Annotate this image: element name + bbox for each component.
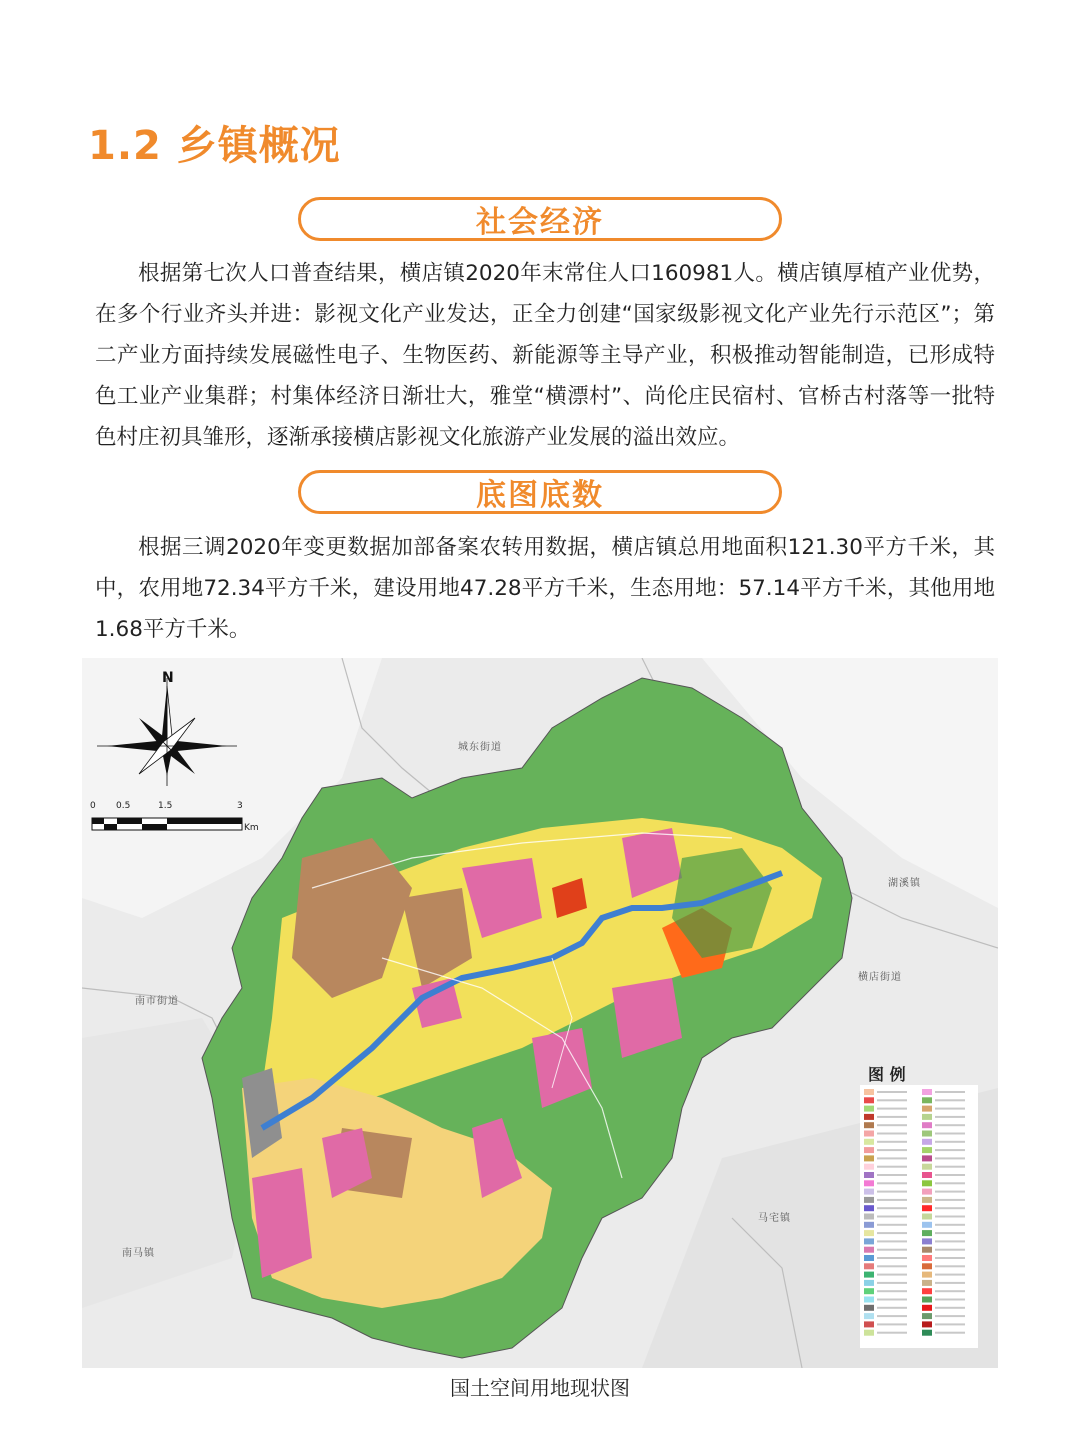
legend-swatch [922, 1089, 932, 1095]
legend-entry-text [935, 1182, 965, 1184]
legend-swatch [922, 1247, 932, 1253]
legend-entry-text [877, 1332, 907, 1334]
legend-swatch [864, 1189, 874, 1195]
legend-entry-text [935, 1240, 965, 1242]
legend-entry-text [935, 1157, 965, 1159]
legend-entry-text [877, 1199, 907, 1201]
place-label-nanma: 南马镇 [122, 1248, 155, 1259]
legend-swatch [922, 1230, 932, 1236]
legend-swatch [922, 1238, 932, 1244]
legend-swatch [864, 1089, 874, 1095]
legend-title: 图 例 [868, 1065, 906, 1084]
legend-entry-text [877, 1257, 907, 1259]
place-label-road: 横店街道 [858, 972, 902, 983]
section-heading-label: 底图底数 [476, 478, 604, 513]
legend-swatch [864, 1247, 874, 1253]
legend-swatch [864, 1255, 874, 1261]
legend-entry-text [935, 1216, 965, 1218]
section-heading-basemap [298, 470, 782, 514]
legend-swatch [864, 1288, 874, 1294]
legend-swatch [922, 1272, 932, 1278]
legend-entry-text [877, 1290, 907, 1292]
legend-entry-text [935, 1307, 965, 1309]
legend-entry-text [935, 1091, 965, 1093]
legend-swatch [864, 1122, 874, 1128]
legend-entry-text [935, 1224, 965, 1226]
legend-swatch [864, 1097, 874, 1103]
legend-entry-text [935, 1108, 965, 1110]
legend-swatch [922, 1155, 932, 1161]
figure-caption: 国土空间用地现状图 [450, 1376, 630, 1400]
legend-entry-text [877, 1191, 907, 1193]
place-label-nanshi: 南市街道 [135, 996, 179, 1007]
legend-swatch [864, 1172, 874, 1178]
scale-tick: 3 [237, 801, 243, 811]
legend-entry-text [877, 1182, 907, 1184]
legend-swatch [922, 1222, 932, 1228]
legend-entry-text [877, 1282, 907, 1284]
legend-entry-text [877, 1108, 907, 1110]
legend-entry-text [935, 1149, 965, 1151]
legend-swatch [864, 1305, 874, 1311]
legend-swatch [864, 1238, 874, 1244]
legend-swatch [922, 1305, 932, 1311]
legend-swatch [864, 1114, 874, 1120]
legend-entry-text [935, 1299, 965, 1301]
legend-entry-text [877, 1116, 907, 1118]
legend-entry-text [935, 1207, 965, 1209]
legend-swatch [864, 1272, 874, 1278]
legend-entry-text [877, 1240, 907, 1242]
legend-swatch [922, 1297, 932, 1303]
legend-swatch [864, 1147, 874, 1153]
section-heading-economy [298, 197, 782, 241]
legend-entry-text [935, 1174, 965, 1176]
legend-entry-text [935, 1133, 965, 1135]
economy-paragraph: 根据第七次人口普查结果，横店镇2020年末常住人口160981人。横店镇厚植产业优势，在多个行业齐头并进：影视文化产业发达，正全力创建“国家级影视文化产业先行示范区”；第二产业方面持续发展磁性电子、生物医药、新能源等主导产业，积极推动智能制造，已形成特色工业产业集群；村集体经济日渐壮大，雅堂“横漂村”、尚伦庄民宿村、官桥古村落等一批特色村庄初具雏形，逐渐承接横店影视文化旅游产业发展的溢出效应。 [95, 261, 995, 450]
legend-entry-text [935, 1282, 965, 1284]
basemap-paragraph: 根据三调2020年变更数据加部备案农转用数据，横店镇总用地面积121.30平方千米，其中，农用地72.34平方千米，建设用地47.28平方千米，生态用地：57.14平方千米，其他用地1.68平方千米。 [95, 535, 995, 642]
legend-entry-text [935, 1232, 965, 1234]
legend-swatch [864, 1230, 874, 1236]
legend-entry-text [935, 1290, 965, 1292]
legend-entry-text [935, 1257, 965, 1259]
legend-entry-text [877, 1307, 907, 1309]
legend-swatch [864, 1164, 874, 1170]
legend-swatch [864, 1197, 874, 1203]
legend-entry-text [877, 1166, 907, 1168]
land-use-map [82, 658, 998, 1368]
legend-swatch [864, 1180, 874, 1186]
legend-swatch [922, 1180, 932, 1186]
legend-entry-text [935, 1116, 965, 1118]
legend-swatch [864, 1330, 874, 1336]
legend-swatch [922, 1330, 932, 1336]
legend-entry-text [935, 1099, 965, 1101]
legend-swatch [922, 1106, 932, 1112]
legend-swatch [922, 1321, 932, 1327]
legend-entry-text [877, 1149, 907, 1151]
legend-swatch [922, 1205, 932, 1211]
legend-entry-text [935, 1124, 965, 1126]
legend-entry-text [877, 1091, 907, 1093]
scale-tick: 0 [90, 801, 96, 811]
legend-swatch [922, 1255, 932, 1261]
legend-entry-text [935, 1274, 965, 1276]
place-label-chengdong: 城东街道 [458, 742, 502, 753]
legend-swatch [864, 1280, 874, 1286]
legend-swatch [922, 1114, 932, 1120]
legend-swatch [922, 1288, 932, 1294]
legend-entry-text [935, 1315, 965, 1317]
legend-swatch [922, 1280, 932, 1286]
legend-swatch [922, 1313, 932, 1319]
legend-entry-text [935, 1166, 965, 1168]
legend-swatch [922, 1147, 932, 1153]
legend-entry-text [877, 1133, 907, 1135]
legend-swatch [864, 1139, 874, 1145]
legend-entry-text [935, 1191, 965, 1193]
legend-swatch [922, 1097, 932, 1103]
legend-swatch [864, 1155, 874, 1161]
legend-swatch [922, 1189, 932, 1195]
legend-swatch [922, 1122, 932, 1128]
legend-entry-text [877, 1207, 907, 1209]
legend-entry-text [877, 1124, 907, 1126]
legend [860, 1085, 978, 1348]
legend-swatch [922, 1164, 932, 1170]
legend-entry-text [935, 1323, 965, 1325]
north-label: N [162, 670, 174, 686]
legend-swatch [864, 1222, 874, 1228]
legend-swatch [864, 1131, 874, 1137]
legend-entry-text [877, 1216, 907, 1218]
place-label-mazhai: 马宅镇 [758, 1213, 791, 1224]
legend-entry-text [877, 1274, 907, 1276]
legend-entry-text [877, 1099, 907, 1101]
legend-entry-text [877, 1232, 907, 1234]
legend-swatches [864, 1089, 974, 1344]
scale-unit: Km [244, 823, 259, 833]
legend-entry-text [935, 1141, 965, 1143]
legend-swatch [864, 1313, 874, 1319]
section-heading-label: 社会经济 [476, 205, 604, 240]
legend-entry-text [877, 1157, 907, 1159]
legend-swatch [922, 1263, 932, 1269]
scale-tick: 0.5 [116, 801, 131, 811]
place-label-huxi: 湖溪镇 [888, 878, 921, 889]
legend-entry-text [877, 1265, 907, 1267]
legend-swatch [864, 1214, 874, 1220]
legend-swatch [922, 1214, 932, 1220]
legend-entry-text [935, 1199, 965, 1201]
page-title: 1.2 乡镇概况 [88, 123, 341, 169]
scale-tick: 1.5 [158, 801, 173, 811]
legend-swatch [922, 1172, 932, 1178]
legend-entry-text [935, 1265, 965, 1267]
legend-entry-text [935, 1249, 965, 1251]
legend-entry-text [877, 1249, 907, 1251]
legend-swatch [864, 1263, 874, 1269]
legend-swatch [864, 1297, 874, 1303]
legend-swatch [922, 1197, 932, 1203]
legend-swatch [864, 1321, 874, 1327]
legend-swatch [864, 1106, 874, 1112]
legend-entry-text [877, 1299, 907, 1301]
legend-entry-text [877, 1323, 907, 1325]
legend-entry-text [935, 1332, 965, 1334]
legend-entry-text [877, 1141, 907, 1143]
legend-entry-text [877, 1224, 907, 1226]
legend-swatch [864, 1205, 874, 1211]
legend-swatch [922, 1131, 932, 1137]
legend-swatch [922, 1139, 932, 1145]
legend-entry-text [877, 1315, 907, 1317]
legend-entry-text [877, 1174, 907, 1176]
